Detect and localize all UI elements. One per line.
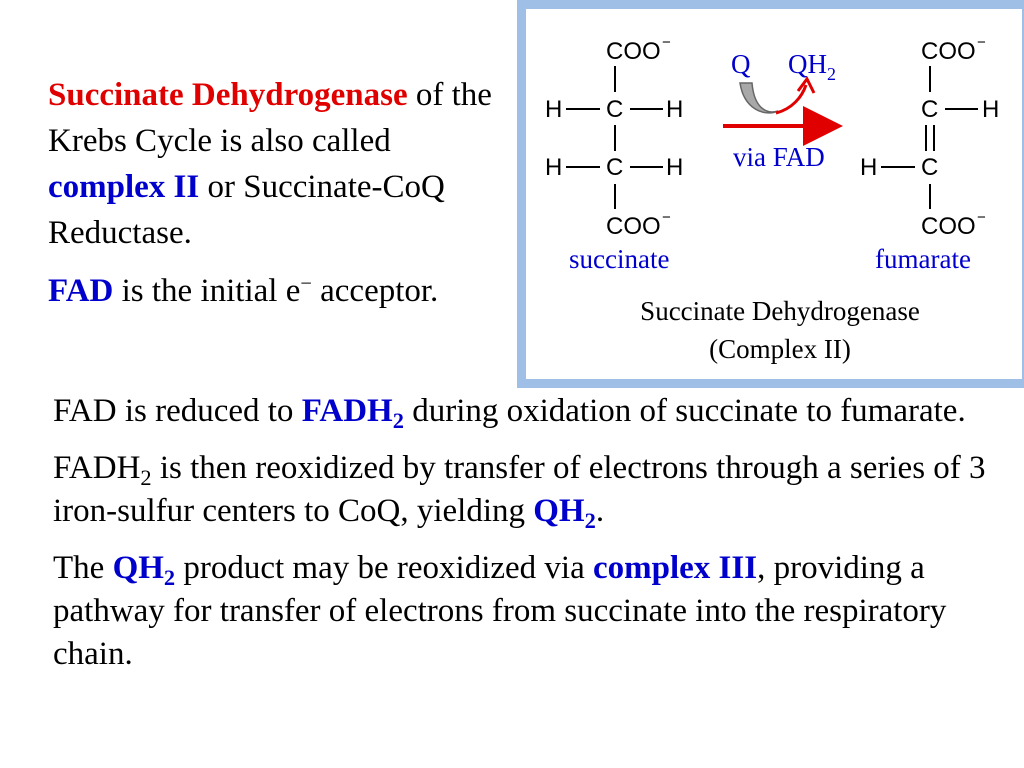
succinate-h4: H bbox=[666, 154, 684, 181]
fumarate-top-coo: COO bbox=[921, 38, 976, 65]
succinate-h3: H bbox=[545, 154, 563, 181]
succinate-h2: H bbox=[666, 96, 684, 123]
p2-text-d: . bbox=[595, 493, 605, 529]
diagram-caption-line-1: Succinate Dehydrogenase bbox=[640, 296, 920, 326]
intro-text-3: is the initial e bbox=[113, 273, 301, 309]
succinate-c1: C bbox=[606, 96, 624, 123]
q-curve-icon bbox=[740, 83, 778, 113]
body-text bbox=[53, 390, 1013, 690]
qh2-term: $QH_2$ bbox=[533, 493, 596, 534]
fadh2-term: $FADH_2$ bbox=[301, 393, 404, 434]
reaction-arrow bbox=[723, 49, 836, 172]
reaction-svg bbox=[526, 9, 1022, 379]
q-label: Q bbox=[731, 49, 751, 79]
succinate-top-coo: COO bbox=[606, 38, 661, 65]
intro-text-4: acceptor. bbox=[311, 273, 439, 309]
qh2-product-term: $QH_2$ bbox=[112, 550, 176, 591]
intro-text-1: of the Krebs Cycle is also called bbox=[48, 77, 492, 159]
fumarate-label: fumarate bbox=[875, 244, 971, 274]
succinate-h1: H bbox=[545, 96, 563, 123]
qh2-label: $QH_2$ bbox=[788, 49, 836, 84]
succinate-bottom-minus: − bbox=[662, 209, 671, 226]
p3-text-c: product may be reoxidized via bbox=[175, 550, 593, 586]
intro-text bbox=[48, 72, 508, 314]
diagram-caption-line-2: (Complex II) bbox=[709, 334, 851, 364]
succinate-top-minus: − bbox=[662, 34, 671, 51]
intro-paragraph-1 bbox=[48, 72, 508, 256]
succinate-structure bbox=[545, 34, 683, 274]
p1-text-c: during oxidation of succinate to fumarate. bbox=[403, 393, 966, 429]
via-fad-label: via FAD bbox=[733, 142, 825, 172]
electron-superscript: − bbox=[300, 272, 312, 295]
fumarate-bottom-minus: − bbox=[977, 209, 986, 226]
enzyme-heading: Succinate Dehydrogenase bbox=[48, 77, 408, 113]
fumarate-bottom-coo: COO bbox=[921, 213, 976, 240]
complex-iii-term: complex III bbox=[592, 550, 758, 586]
p3-text-a: The bbox=[53, 550, 113, 586]
complex-ii-term: complex II bbox=[48, 169, 200, 205]
fumarate-h2: H bbox=[860, 154, 878, 181]
paragraph-fadh2-reoxidation bbox=[53, 447, 1013, 533]
succinate-label: succinate bbox=[569, 244, 670, 274]
reaction-diagram bbox=[517, 0, 1024, 388]
fumarate-structure bbox=[860, 34, 999, 274]
paragraph-complex-iii bbox=[53, 547, 1013, 676]
intro-text-2: or Succinate-CoQ Reductase. bbox=[48, 169, 445, 251]
paragraph-fad-reduction bbox=[53, 390, 1013, 433]
p3-text-e: , providing a pathway for transfer of electrons from succinate into the respiratory chain. bbox=[53, 550, 947, 672]
p2-fadh2: $FADH_2$ bbox=[53, 450, 152, 491]
fumarate-c2: C bbox=[921, 154, 939, 181]
fumarate-c1: C bbox=[921, 96, 939, 123]
succinate-bottom-coo: COO bbox=[606, 213, 661, 240]
qh2-curve-icon bbox=[776, 85, 806, 113]
fumarate-h1: H bbox=[982, 96, 1000, 123]
fad-term: FAD bbox=[48, 273, 114, 309]
p2-text-b: is then reoxidized by transfer of electrons through a series of 3 iron-sulfur centers to CoQ, yielding bbox=[53, 450, 986, 529]
intro-paragraph-2 bbox=[48, 268, 508, 314]
p1-text-a: FAD is reduced to bbox=[53, 393, 302, 429]
succinate-c2: C bbox=[606, 154, 624, 181]
fumarate-top-minus: − bbox=[977, 34, 986, 51]
